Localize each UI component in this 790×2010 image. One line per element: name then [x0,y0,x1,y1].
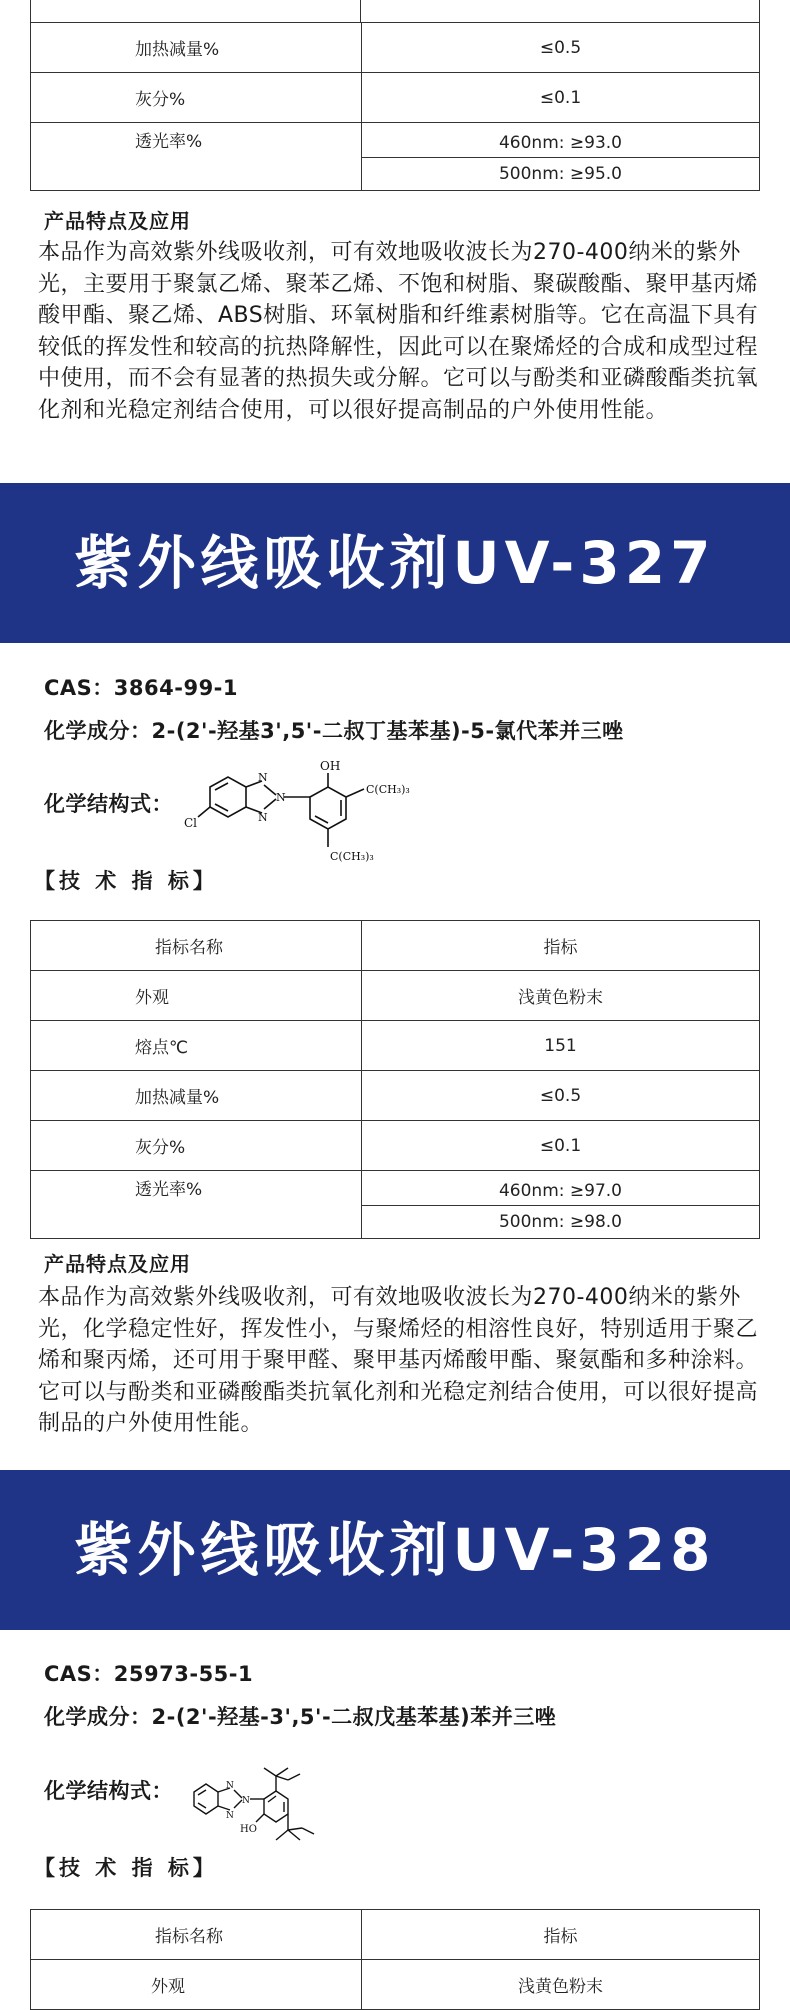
row-value: 浅黄色粉末 [362,971,760,1021]
table-row [31,123,760,158]
uv327-spec-table [30,920,760,1239]
row-name: 透光率% [135,1180,203,1200]
row-value: ≤0.1 [362,73,760,123]
table-row [31,1021,760,1071]
oh-label: OH [320,759,341,773]
n-atom-1: N [226,1781,234,1791]
table-row [31,23,760,73]
n-atom-3: N [258,811,268,824]
table-row [31,73,760,123]
section-paragraph: 本品作为高效紫外线吸收剂，可有效地吸收波长为270-400纳米的紫外光，主要用于聚氯乙烯、聚苯乙烯、不饱和树脂、聚碳酸酯、聚甲基丙烯酸甲酯、聚乙烯、ABS树脂、环氧树脂和纤维素树脂等。它在高温下具有较低的挥发性和较高的抗热降解性，因此可以在聚烯烃的合成和成型过程中使用，而不会有显著的热损失或分解。它可以与酚类和亚磷酸酯类抗氧化剂和光稳定剂结合使用，可以很好提高制品的户外使用性能。 [38,240,759,423]
n-atom-2: N [242,1796,250,1806]
section-title: 产品特点及应用 [44,1252,191,1276]
table-header-row [31,921,760,971]
table-row [31,1960,760,2010]
header-name: 指标名称 [155,938,223,958]
table-row [31,1171,760,1206]
row-name: 加热减量% [135,1088,220,1108]
uv327-structure-diagram [180,755,430,875]
row-value: 500nm: ≥95.0 [362,158,760,191]
row-value: 460nm: ≥93.0 [362,123,760,158]
row-name: 透光率% [135,132,203,152]
top-spec-table [30,22,760,191]
row-name: 灰分% [135,1138,186,1158]
structure-label: 化学结构式： [44,792,173,816]
product-banner: 紫外线吸收剂UV-327 [0,483,790,643]
tbu-label-2: C(CH₃)₃ [330,850,374,863]
section-title: 产品特点及应用 [44,209,191,233]
table-row [31,971,760,1021]
row-value: ≤0.5 [362,23,760,73]
row-value: ≤0.5 [362,1071,760,1121]
n-atom-3: N [226,1811,234,1821]
row-value: 浅黄色粉末 [362,1960,760,2010]
product-banner: 紫外线吸收剂UV-328 [0,1470,790,1630]
row-name: 加热减量% [135,40,220,60]
row-value: 500nm: ≥98.0 [362,1206,760,1239]
uv328-spec-table [30,1909,760,2010]
top-table-topline [30,0,760,22]
tbu-label-1: C(CH₃)₃ [366,783,410,796]
row-name: 灰分% [135,90,186,110]
tech-spec-label: 【技 术 指 标】 [34,1856,218,1880]
structure-label: 化学结构式： [44,1779,173,1803]
row-value: 151 [362,1021,760,1071]
row-name: 外观 [135,988,169,1008]
header-value: 指标 [362,921,760,971]
table-row [31,1071,760,1121]
cl-label: Cl [184,816,198,830]
cas-number: CAS：25973-55-1 [44,1662,254,1686]
row-value: 460nm: ≥97.0 [362,1171,760,1206]
section-paragraph: 本品作为高效紫外线吸收剂，可有效地吸收波长为270-400纳米的紫外光，化学稳定性好，挥发性小，与聚烯烃的相溶性良好，特别适用于聚乙烯和聚丙烯，还可用于聚甲醛、聚甲基丙烯酸甲酯、聚氨酯和多种涂料。它可以与酚类和亚磷酸酯类抗氧化剂和光稳定剂结合使用，可以很好提高制品的户外使用性能。 [38,1285,759,1436]
table-row [31,1121,760,1171]
table-header-row [31,1910,760,1960]
chemical-composition: 化学成分：2-(2'-羟基3',5'-二叔丁基苯基)-5-氯代苯并三唑 [44,719,624,743]
cas-number: CAS：3864-99-1 [44,676,239,700]
row-value: ≤0.1 [362,1121,760,1171]
n-atom-1: N [258,771,268,784]
ho-label: HO [240,1824,257,1835]
row-name: 熔点℃ [135,1038,189,1058]
row-name: 外观 [151,1977,185,1997]
chemical-composition: 化学成分：2-(2'-羟基-3',5'-二叔戊基苯基)苯并三唑 [44,1705,557,1729]
header-name: 指标名称 [155,1927,223,1947]
tech-spec-label: 【技 术 指 标】 [34,869,218,893]
uv328-structure-diagram [190,1740,350,1850]
n-atom-2: N [276,791,286,804]
header-value: 指标 [362,1910,760,1960]
